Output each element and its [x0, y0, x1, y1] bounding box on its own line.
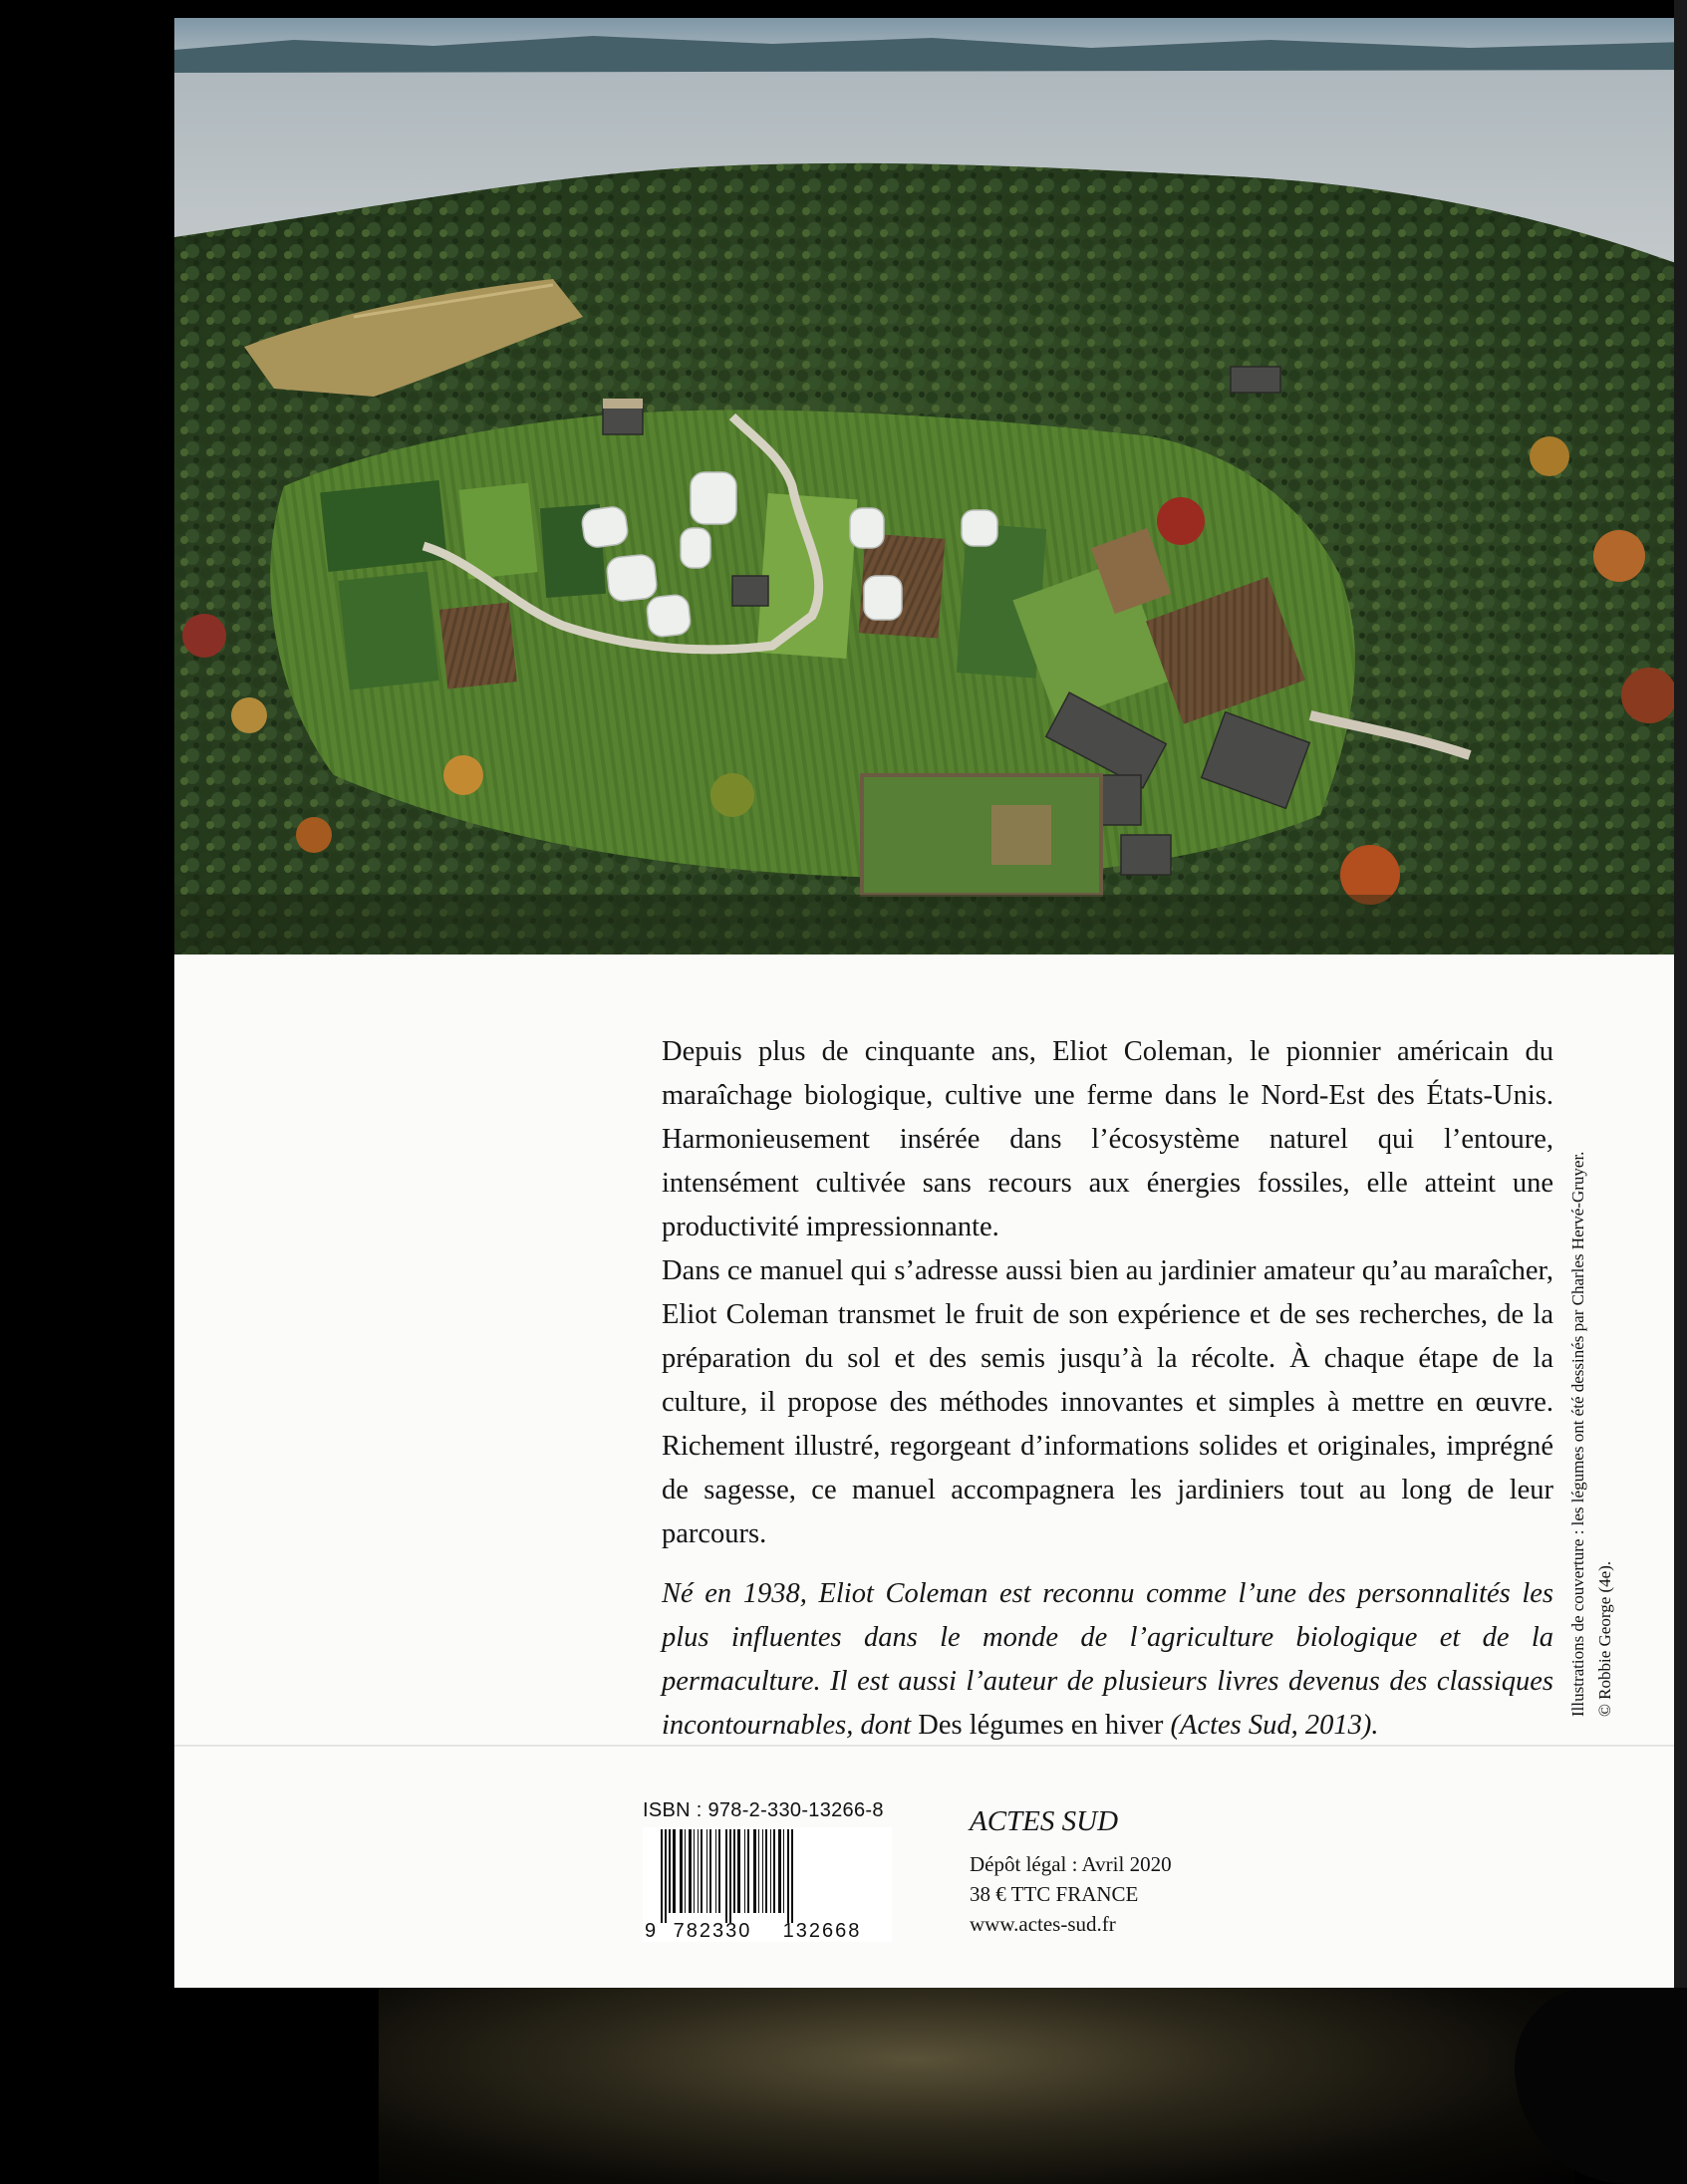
barcode-bar [709, 1829, 711, 1913]
barcode-bar [753, 1829, 756, 1913]
book-back-cover [174, 18, 1687, 1988]
author-bio-citation: (Actes Sud, 2013). [1163, 1710, 1379, 1741]
barcode-bar [747, 1829, 749, 1913]
barcode-bar [706, 1829, 707, 1913]
footer-divider [174, 1745, 1687, 1747]
barcode-bar [694, 1829, 695, 1913]
barcode-bar [778, 1829, 781, 1913]
barcode-bar [744, 1829, 745, 1913]
scan-background [0, 1988, 1687, 2184]
barcode-bar [787, 1829, 789, 1923]
blurb-intro-paragraph: Depuis plus de cinquante ans, Eliot Coleman, le pionnier américain du maraîchage biologique, cultive une ferme dans le Nord-Est des États-Unis. Harmonieusement insérée dans l’écosystème naturel qui l’entoure, intensément cultivée sans recours aux énergies fossiles, elle atteint une productivité impressionnante. [662, 1036, 1553, 1242]
barcode-bar [661, 1829, 663, 1923]
barcode-first-digit: 9 [645, 1920, 657, 1942]
author-bio-text: Né en 1938, Eliot Coleman est reconnu comme l’une des personnalités les plus influentes dans le monde de l’agriculture biologique et de la permaculture. Il est aussi l’auteur de plusieurs livres devenus des classiques incontournables, dont [662, 1578, 1553, 1741]
price: 38 € TTC FRANCE [970, 1882, 1139, 1906]
barcode-bar [733, 1829, 735, 1913]
credit-line-photo: © Robbie George (4e). [1595, 1560, 1614, 1717]
barcode-bar [685, 1829, 686, 1913]
barcode-bar [729, 1829, 731, 1923]
barcode-bar [762, 1829, 763, 1913]
barcode-left-digits: 782330 [673, 1920, 752, 1942]
isbn-label: ISBN : 978-2-330-13266-8 [643, 1799, 884, 1821]
scan-shadow-glow [379, 1988, 1574, 2184]
barcode-bar [669, 1829, 671, 1913]
illustration-credits [1564, 999, 1664, 1717]
barcode-bar [791, 1829, 793, 1923]
barcode-bar [737, 1829, 740, 1913]
barcode-bar [773, 1829, 775, 1913]
barcode-bar [680, 1829, 683, 1913]
barcode-bar [770, 1829, 771, 1913]
aerial-farm-photo [174, 18, 1687, 955]
barcode-bar [718, 1829, 720, 1913]
scan-edge-right [1674, 0, 1687, 1988]
barcode-right-digits: 132668 [782, 1920, 862, 1942]
barcode-bar [673, 1829, 676, 1913]
cited-book-title: Des légumes en hiver [918, 1710, 1164, 1741]
barcode-bar [758, 1829, 759, 1913]
back-cover-blurb [662, 1030, 1553, 1748]
barcode-bar [725, 1829, 727, 1923]
publisher-info [970, 1849, 1172, 1939]
publisher-website: www.actes-sud.fr [970, 1912, 1116, 1936]
barcode-bar [783, 1829, 784, 1913]
barcode-bar [701, 1829, 703, 1913]
credit-line-illustrations: Illustrations de couverture : les légumes ont été dessinés par Charles Hervé-Gruyer. [1568, 1151, 1587, 1717]
blurb-body-paragraph: Dans ce manuel qui s’adresse aussi bien au jardinier amateur qu’au maraîcher, Eliot Coleman transmet le fruit de son expérience et de ses recherches, de la préparation du sol et des semis jusqu’à la récolte. À chaque étape de la culture, il propose des méthodes innovantes et simples à mettre en œuvre. Richement illustré, regorgeant d’informations solides et originales, imprégné de sagesse, ce manuel accompagnera les jardiniers tout au long de leur parcours. [662, 1255, 1553, 1549]
barcode-bar [698, 1829, 699, 1913]
author-bio-paragraph [662, 1572, 1553, 1748]
publisher-name: ACTES SUD [970, 1805, 1119, 1837]
barcode-bar [765, 1829, 767, 1913]
barcode-bar [665, 1829, 667, 1923]
barcode-bar [689, 1829, 692, 1913]
legal-deposit: Dépôt légal : Avril 2020 [970, 1852, 1172, 1876]
ean13-barcode-icon [643, 1827, 892, 1942]
barcode-bar [715, 1829, 716, 1913]
scan-edge-top [0, 0, 1687, 18]
